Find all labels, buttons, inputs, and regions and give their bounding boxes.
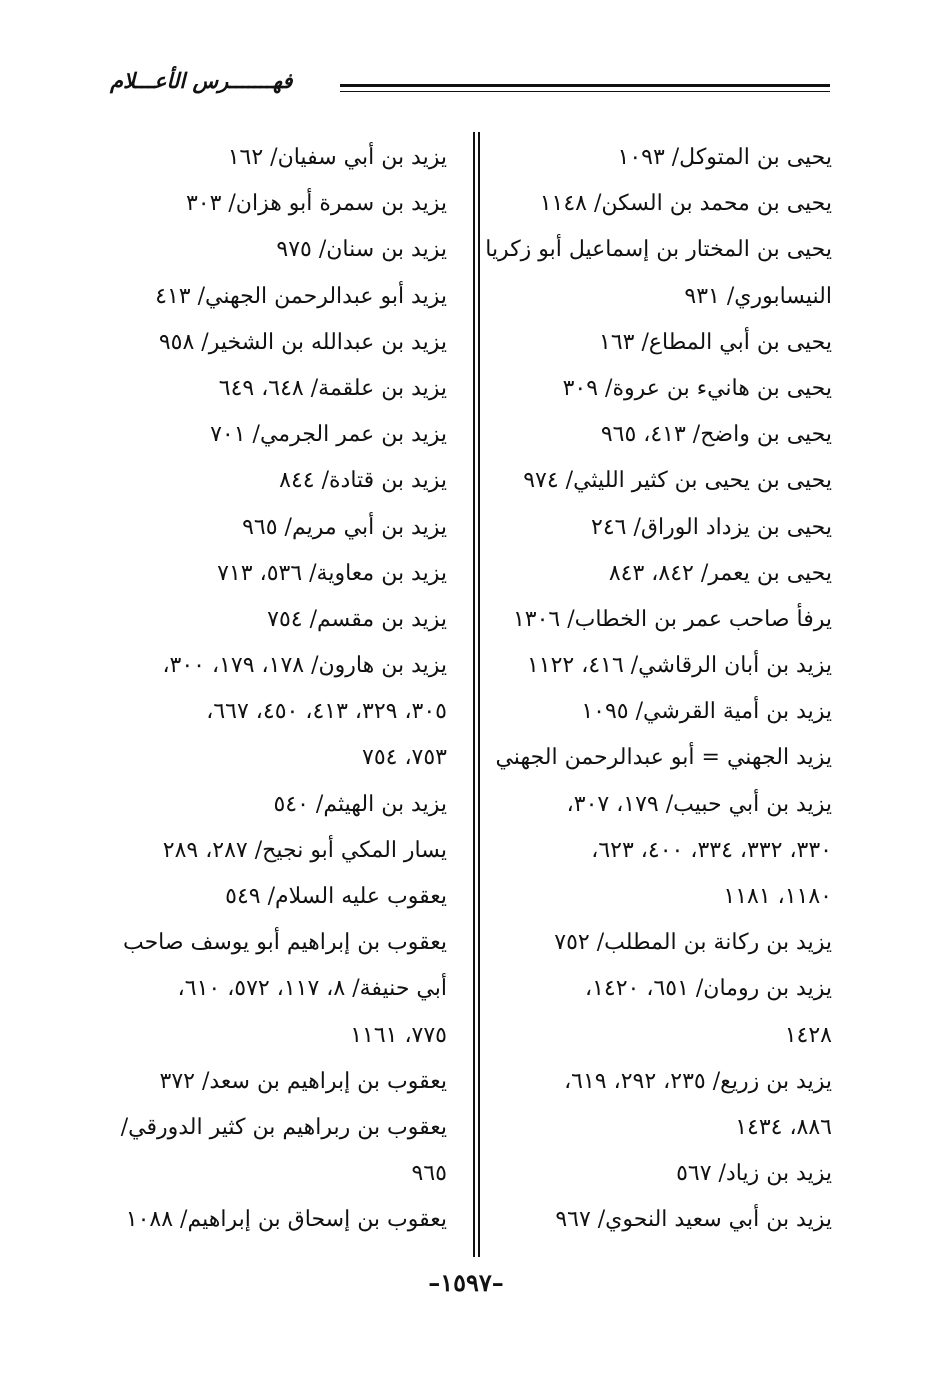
- index-entry: يزيد بن زريع/ ٢٣٥، ٢٩٢، ٦١٩،: [564, 1068, 832, 1094]
- page-number: –١٥٩٧–: [428, 1268, 504, 1297]
- index-entry: يزيد بن أمية القرشي/ ١٠٩٥: [581, 699, 832, 725]
- index-entry: ١١٨٠، ١١٨١: [723, 884, 832, 909]
- index-entry: يزيد بن علقمة/ ٦٤٨، ٦٤٩: [218, 375, 447, 401]
- index-entry: يحيى بن يحيى بن كثير الليثي/ ٩٧٤: [523, 468, 832, 494]
- index-entry: يعقوب بن ربراهيم بن كثير الدورقي/: [120, 1114, 447, 1140]
- header-rule-thick: [340, 84, 830, 87]
- index-entry: يحيى بن هانيء بن عروة/ ٣٠٩: [562, 375, 832, 401]
- index-column-left: [112, 135, 447, 1244]
- index-entry: يحيى بن واضح/ ٤١٣، ٩٦٥: [600, 422, 832, 448]
- index-entry: يسار المكي أبو نجيح/ ٢٨٧، ٢٨٩: [162, 837, 447, 863]
- index-entry: ٧٥٣، ٧٥٤: [362, 745, 447, 771]
- index-entry: أبي حنيفة/ ٨، ١١٧، ٥٧٢، ٦١٠،: [177, 976, 447, 1002]
- index-entry: ٩٦٥: [411, 1161, 447, 1187]
- index-entry: ٧٧٥، ١١٦١: [350, 1022, 447, 1048]
- index-entry: يزيد بن زياد/ ٥٦٧: [676, 1161, 832, 1187]
- index-entry: يحيى بن محمد بن السكن/ ١١٤٨: [539, 191, 832, 217]
- index-entry: يعقوب عليه السلام/ ٥٤٩: [225, 884, 447, 909]
- index-entry: ١٤٢٨: [784, 1022, 832, 1048]
- index-entry: يزيد الجهني = أبو عبدالرحمن الجهني: [495, 745, 832, 771]
- index-entry: يزيد بن أبي سفيان/ ١٦٢: [227, 145, 447, 170]
- index-entry: يزيد بن أبان الرقاشي/ ٤١٦، ١١٢٢: [526, 653, 832, 679]
- index-entry: يعقوب بن إسحاق بن إبراهيم/ ١٠٨٨: [125, 1207, 447, 1233]
- index-entry: يعقوب بن إبراهيم أبو يوسف صاحب: [122, 930, 447, 956]
- index-entry: ٨٨٦، ١٤٣٤: [735, 1114, 832, 1140]
- index-entry: يزيد بن سنان/ ٩٧٥: [276, 237, 447, 263]
- header-rule-thin: [340, 91, 830, 92]
- index-entry: يحيى بن يزداد الوراق/ ٢٤٦: [591, 514, 832, 540]
- index-entry: يزيد بن سمرة أبو هزان/ ٣٠٣: [185, 191, 447, 217]
- index-entry: يزيد بن مقسم/ ٧٥٤: [267, 606, 447, 632]
- index-entry: يزيد بن قتادة/ ٨٤٤: [279, 468, 447, 494]
- index-entry: يزيد بن أبي حبيب/ ١٧٩، ٣٠٧،: [566, 791, 832, 817]
- index-entry: يحيى بن المتوكل/ ١٠٩٣: [617, 145, 832, 170]
- index-column-right: [485, 135, 832, 1244]
- index-entry: النيسابوري/ ٩٣١: [684, 283, 832, 309]
- index-entry: يزيد بن ركانة بن المطلب/ ٧٥٢: [554, 930, 832, 956]
- index-entry: يزيد بن الهيثم/ ٥٤٠: [273, 791, 447, 817]
- page-header: [110, 62, 830, 106]
- index-entry: يزيد بن عمر الجرمي/ ٧٠١: [210, 422, 447, 448]
- index-entry: يعقوب بن إبراهيم بن سعد/ ٣٧٢: [159, 1068, 447, 1094]
- index-entry: ٣٣٠، ٣٣٢، ٣٣٤، ٤٠٠، ٦٢٣،: [591, 837, 832, 863]
- index-entry: يزيد بن معاوية/ ٥٣٦، ٧١٣: [217, 560, 447, 586]
- index-entry: يحيى بن يعمر/ ٨٤٢، ٨٤٣: [608, 560, 832, 586]
- running-title: فهـــــــرس الأعـــلام: [110, 68, 293, 93]
- index-entry: يزيد بن عبدالله بن الشخير/ ٩٥٨: [158, 329, 447, 355]
- index-entry: يزيد بن رومان/ ٦٥١، ١٤٢٠،: [584, 976, 832, 1002]
- index-entry: يزيد بن أبي مريم/ ٩٦٥: [242, 514, 447, 540]
- index-entry: يحيى بن أبي المطاع/ ١٦٣: [599, 329, 832, 355]
- index-entry: يزيد بن هارون/ ١٧٨، ١٧٩، ٣٠٠،: [162, 653, 447, 679]
- index-entry: يحيى بن المختار بن إسماعيل أبو زكريا: [485, 237, 832, 263]
- index-entry: ٣٠٥، ٣٢٩، ٤١٣، ٤٥٠، ٦٦٧،: [206, 699, 447, 725]
- index-entry: يرفأ صاحب عمر بن الخطاب/ ١٣٠٦: [512, 606, 832, 632]
- header-rules: [340, 84, 830, 96]
- column-divider: [473, 132, 480, 1257]
- index-entry: يزيد أبو عبدالرحمن الجهني/ ٤١٣: [155, 283, 447, 309]
- index-entry: يزيد بن أبي سعيد النحوي/ ٩٦٧: [555, 1207, 832, 1233]
